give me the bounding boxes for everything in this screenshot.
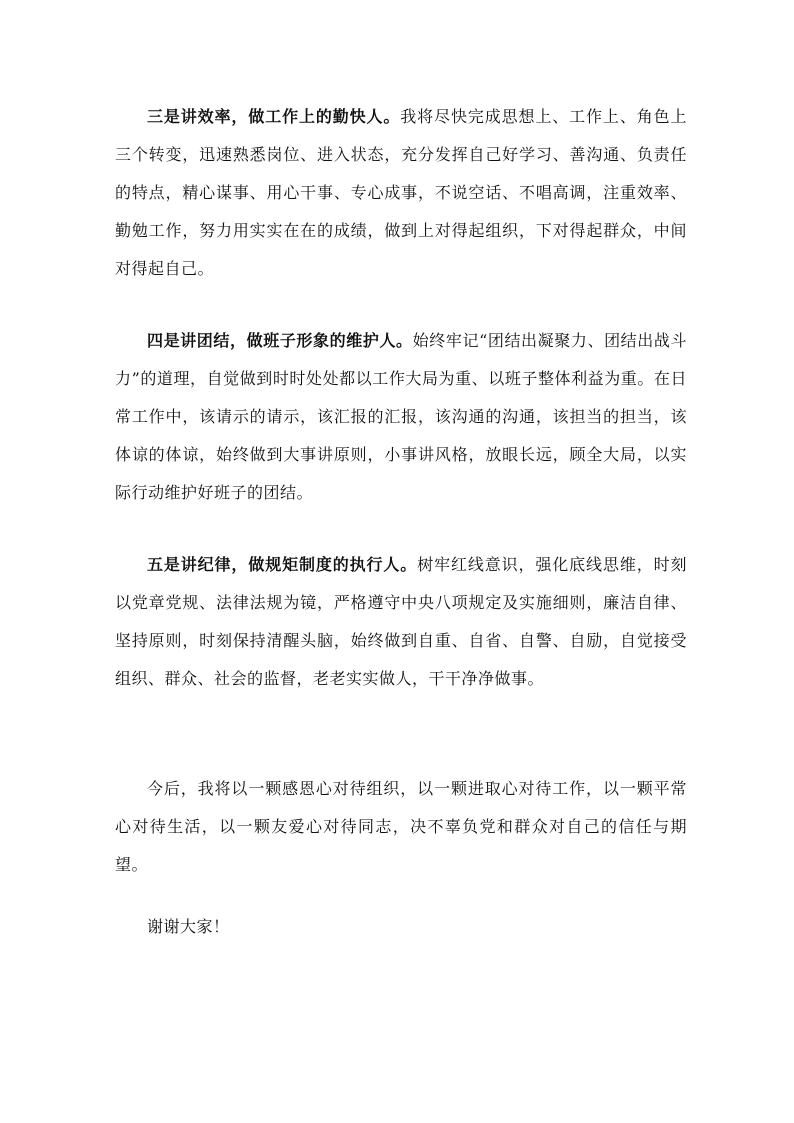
paragraph-body: 谢谢大家！ [147, 917, 230, 936]
paragraph-efficiency [115, 98, 687, 288]
paragraph-heading: 五是讲纪律，做规矩制度的执行人。 [147, 555, 418, 574]
paragraph-heading: 三是讲效率，做工作上的勤快人。 [147, 107, 401, 126]
paragraph-body: 我将尽快完成思想上、工作上、角色上三个转变，迅速熟悉岗位、进入状态，充分发挥自己好学习、善沟通、负责任的特点，精心谋事、用心干事、专心成事，不说空话、不唱高调，注重效率、勤勉工作，努力用实实在在的成绩，做到上对得起组织，下对得起群众，中间对得起自己。 [115, 107, 687, 278]
paragraph-closing [115, 770, 687, 884]
paragraph-body: 今后，我将以一颗感恩心对待组织，以一颗进取心对待工作，以一颗平常心对待生活，以一颗友爱心对待同志，决不辜负党和群众对自己的信任与期望。 [115, 779, 687, 874]
paragraph-heading: 四是讲团结，做班子形象的维护人。 [147, 331, 413, 350]
paragraph-unity [115, 322, 687, 512]
paragraph-thanks [115, 908, 687, 946]
paragraph-body: 树牢红线意识，强化底线思维，时刻以党章党规、法律法规为镜，严格遵守中央八项规定及实施细则，廉洁自律、坚持原则，时刻保持清醒头脑，始终做到自重、自省、自警、自励，自觉接受组织、群众、社会的监督，老老实实做人，干干净净做事。 [115, 555, 687, 688]
paragraph-discipline [115, 546, 687, 698]
paragraph-body: 始终牢记“团结出凝聚力、团结出战斗力”的道理，自觉做到时时处处都以工作大局为重、以班子整体利益为重。在日常工作中，该请示的请示，该汇报的汇报，该沟通的沟通，该担当的担当，该体谅的体谅，始终做到大事讲原则，小事讲风格，放眼长远，顾全大局，以实际行动维护好班子的团结。 [115, 331, 687, 502]
